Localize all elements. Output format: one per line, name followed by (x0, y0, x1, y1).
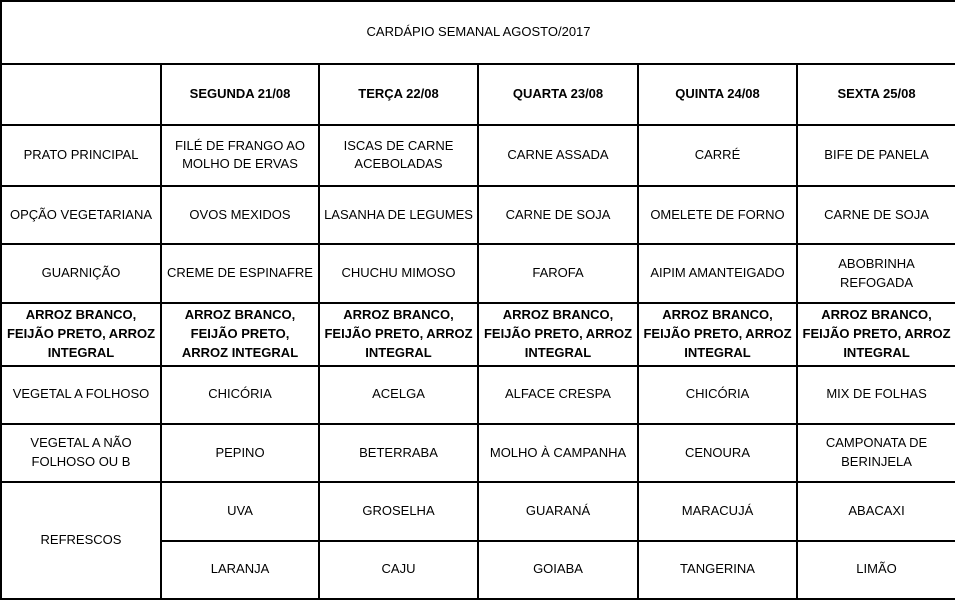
col-header-terca: TERÇA 22/08 (319, 64, 478, 124)
table-row (1, 424, 955, 482)
menu-cell: ARROZ BRANCO, FEIJÃO PRETO, ARROZ INTEGRAL (638, 303, 797, 366)
menu-cell: MOLHO À CAMPANHA (478, 424, 638, 482)
menu-cell: CREME DE ESPINAFRE (161, 244, 319, 302)
corner-cell (1, 64, 161, 124)
col-header-sexta: SEXTA 25/08 (797, 64, 955, 124)
row-label-vegetal-nao-folhoso: VEGETAL A NÃO FOLHOSO OU B (1, 424, 161, 482)
menu-cell: ARROZ BRANCO, FEIJÃO PRETO, ARROZ INTEGRAL (319, 303, 478, 366)
menu-cell: CARNE DE SOJA (478, 186, 638, 244)
menu-cell: ALFACE CRESPA (478, 366, 638, 424)
col-header-quinta: QUINTA 24/08 (638, 64, 797, 124)
menu-cell: ABACAXI (797, 482, 955, 540)
menu-cell: CARNE ASSADA (478, 125, 638, 186)
menu-cell: AIPIM AMANTEIGADO (638, 244, 797, 302)
menu-cell: CENOURA (638, 424, 797, 482)
table-row (1, 186, 955, 244)
menu-cell: OVOS MEXIDOS (161, 186, 319, 244)
menu-cell: LASANHA DE LEGUMES (319, 186, 478, 244)
row-label-guarnicao: GUARNIÇÃO (1, 244, 161, 302)
page-title: CARDÁPIO SEMANAL AGOSTO/2017 (1, 1, 955, 64)
menu-cell: BETERRABA (319, 424, 478, 482)
menu-cell: ARROZ BRANCO, FEIJÃO PRETO, ARROZ INTEGRAL (161, 303, 319, 366)
table-row (1, 366, 955, 424)
menu-cell: ISCAS DE CARNE ACEBOLADAS (319, 125, 478, 186)
menu-cell: CAJU (319, 541, 478, 599)
menu-cell: UVA (161, 482, 319, 540)
menu-cell: CARNE DE SOJA (797, 186, 955, 244)
table-row (1, 482, 955, 540)
menu-cell: MARACUJÁ (638, 482, 797, 540)
header-row (1, 64, 955, 124)
col-header-segunda: SEGUNDA 21/08 (161, 64, 319, 124)
menu-cell: LIMÃO (797, 541, 955, 599)
menu-cell: FAROFA (478, 244, 638, 302)
menu-cell: TANGERINA (638, 541, 797, 599)
menu-cell: GOIABA (478, 541, 638, 599)
menu-cell: LARANJA (161, 541, 319, 599)
menu-cell: GROSELHA (319, 482, 478, 540)
table-row (1, 125, 955, 186)
menu-cell: CAMPONATA DE BERINJELA (797, 424, 955, 482)
table-row (1, 244, 955, 302)
row-label-vegetal-folhoso: VEGETAL A FOLHOSO (1, 366, 161, 424)
menu-cell: ARROZ BRANCO, FEIJÃO PRETO, ARROZ INTEGRAL (797, 303, 955, 366)
menu-cell: FILÉ DE FRANGO AO MOLHO DE ERVAS (161, 125, 319, 186)
menu-cell: MIX DE FOLHAS (797, 366, 955, 424)
col-header-quarta: QUARTA 23/08 (478, 64, 638, 124)
menu-cell: GUARANÁ (478, 482, 638, 540)
menu-cell: ARROZ BRANCO, FEIJÃO PRETO, ARROZ INTEGRAL (478, 303, 638, 366)
row-label-refrescos: REFRESCOS (1, 482, 161, 599)
menu-cell: ABOBRINHA REFOGADA (797, 244, 955, 302)
menu-cell: BIFE DE PANELA (797, 125, 955, 186)
menu-cell: PEPINO (161, 424, 319, 482)
row-label-prato-principal: PRATO PRINCIPAL (1, 125, 161, 186)
row-label-opcao-vegetariana: OPÇÃO VEGETARIANA (1, 186, 161, 244)
menu-cell: ACELGA (319, 366, 478, 424)
row-label-arroz: ARROZ BRANCO, FEIJÃO PRETO, ARROZ INTEGRAL (1, 303, 161, 366)
menu-cell: CARRÉ (638, 125, 797, 186)
menu-cell: CHICÓRIA (161, 366, 319, 424)
menu-cell: CHUCHU MIMOSO (319, 244, 478, 302)
table-row (1, 303, 955, 366)
title-row (1, 1, 955, 64)
menu-cell: CHICÓRIA (638, 366, 797, 424)
menu-cell: OMELETE DE FORNO (638, 186, 797, 244)
